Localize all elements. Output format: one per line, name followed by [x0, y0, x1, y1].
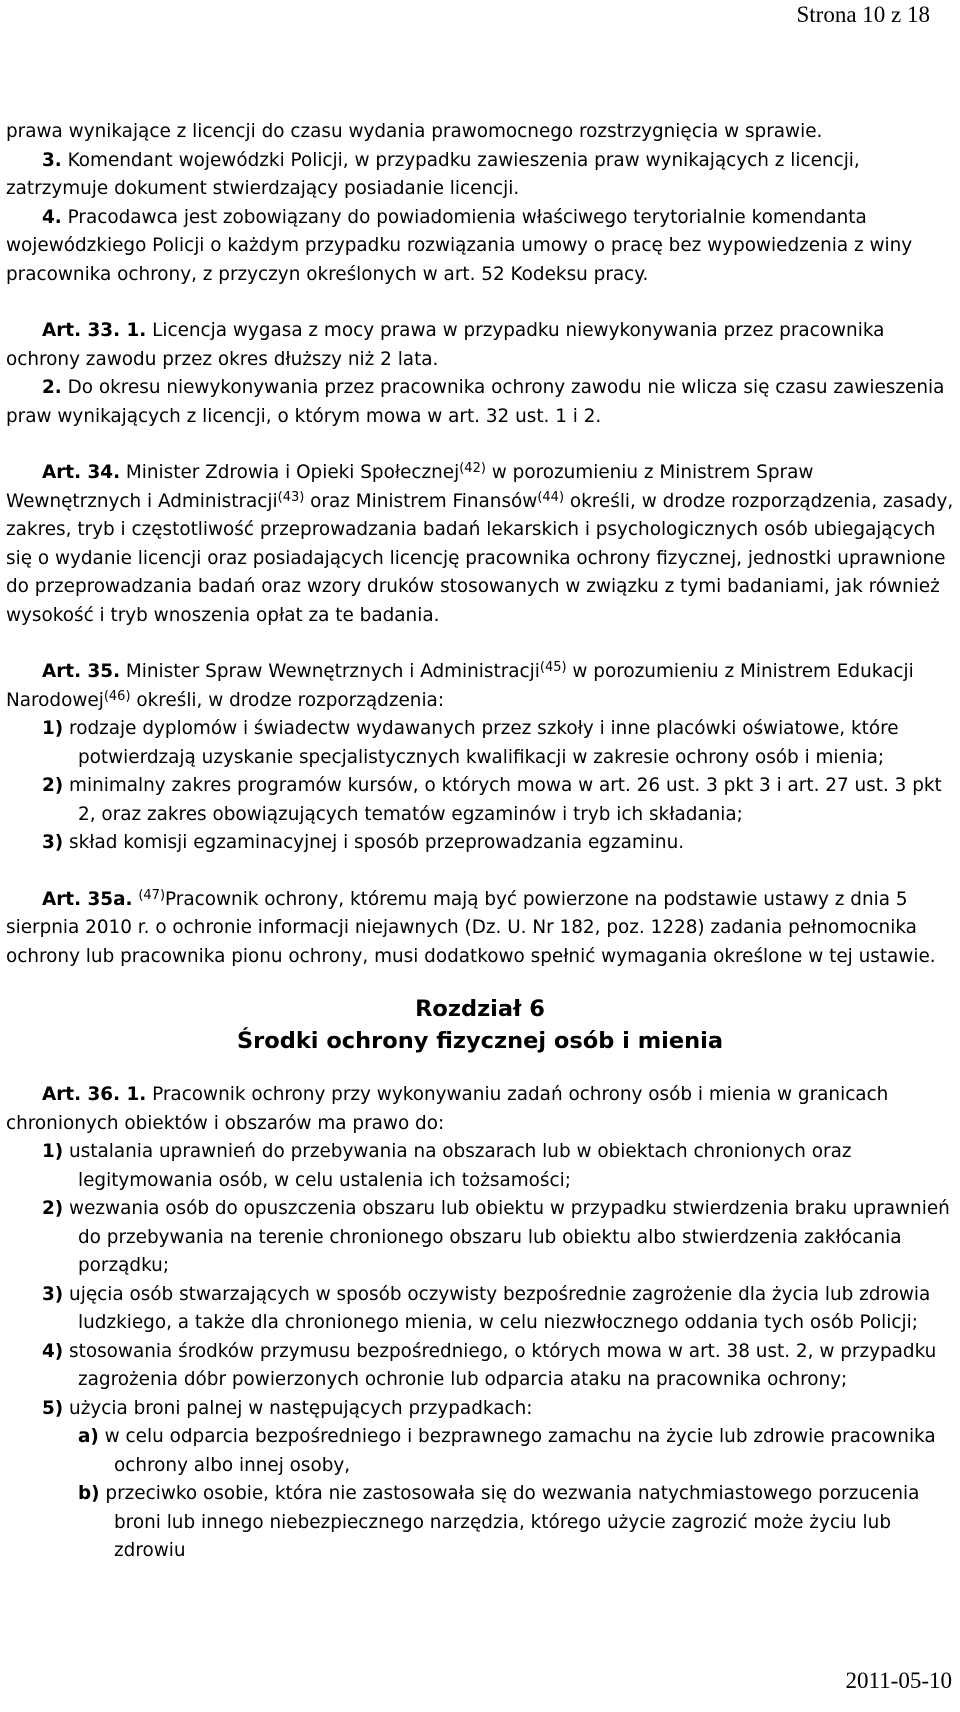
item-number: 2): [42, 1198, 64, 1219]
item-number: 3): [42, 1283, 64, 1305]
item-text: stosowania środków przymusu bezpośredniego, o których mowa w art. 38 ust. 2, w przypadku zagrożenia dóbr powierzonych ochronie lub odparcia ataku na pracownika ochrony;: [63, 1340, 937, 1390]
article-label: Art. 35.: [42, 661, 121, 682]
item-text: wezwania osób do opuszczenia obszaru lub obiektu w przypadku stwierdzenia braku uprawnień do przebywania na terenie chronionego obszaru lub obiektu albo stwierdzenia zakłócania porządku;: [63, 1198, 950, 1276]
footnote-ref: (47): [138, 887, 166, 903]
article-text: określi, w drodze rozporządzenia:: [130, 689, 445, 711]
item-text: przeciwko osobie, która nie zastosowała się do wezwania natychmiastowego porzucenia broni lub innego niebezpiecznego narzędzia, którego użycie zagrozić może życiu lub zdrowiu: [99, 1483, 920, 1561]
article-text: określi, w drodze rozporządzenia, zasady, zakres, tryb i częstotliwość przeprowadzania badań lekarskich i psychologicznych osób ubiegających się o wydanie licencji oraz posiadających licencję pracownika ochrony fizycznej, jednostki uprawnione do przeprowadzania badań oraz wzory druków stosowanych w związku z tymi badaniami, jak również wysokość i tryb wnoszenia opłat za te badania.: [6, 490, 954, 626]
article-33-paragraph-2: [6, 374, 954, 431]
point-number: 3.: [42, 149, 62, 171]
paragraph-4: [6, 204, 954, 290]
article-text: Pracownik ochrony przy wykonywaniu zadań ochrony osób i mienia w granicach chronionych obiektów i obszarów ma prawo do:: [6, 1084, 889, 1134]
item-text: ujęcia osób stwarzających w sposób oczywisty bezpośrednie zagrożenie dla życia lub zdrowia ludzkiego, a także dla chronionego mienia, w celu niezwłocznego oddania tych osób Policji;: [63, 1283, 931, 1333]
article-text: oraz Ministrem Finansów: [304, 490, 538, 512]
article-36: [6, 1081, 954, 1138]
list-item: [42, 1395, 954, 1424]
paragraph-text: Pracodawca jest zobowiązany do powiadomienia właściwego terytorialnie komendanta wojewódzkiego Policji o każdym przypadku rozwiązania umowy o pracę bez wypowiedzenia z winy pracownika ochrony, z przyczyn określonych w art. 52 Kodeksu pracy.: [6, 206, 913, 285]
article-text: Do okresu niewykonywania przez pracownika ochrony zawodu nie wlicza się czasu zawieszenia praw wynikających z licencji, o którym mowa w art. 32 ust. 1 i 2.: [6, 377, 945, 427]
sub-list-item: [78, 1423, 954, 1480]
point-number: 4.: [42, 206, 62, 228]
article-text: Minister Spraw Wewnętrznych i Administracji: [120, 661, 540, 682]
footer-date: 2011-05-10: [845, 1668, 952, 1693]
article-text: Licencja wygasa z mocy prawa w przypadku niewykonywania przez pracownika ochrony zawodu przez okres dłuższy niż 2 lata.: [6, 320, 885, 370]
footnote-ref: (43): [277, 489, 305, 505]
article-35: [6, 658, 954, 715]
paragraph: prawa wynikające z licencji do czasu wydania prawomocnego rozstrzygnięcia w sprawie.: [6, 121, 823, 142]
list-item: [42, 1281, 954, 1338]
article-text: w porozumieniu z Ministrem Edukacji Narodowej: [6, 661, 914, 711]
paragraph-3: [6, 147, 954, 204]
footnote-ref: (46): [103, 688, 131, 704]
item-number: 4): [42, 1340, 64, 1362]
item-number: 1): [42, 718, 64, 739]
footnote-ref: (42): [459, 461, 486, 476]
item-letter: a): [78, 1426, 99, 1447]
article-35a: [6, 886, 954, 972]
paragraph-text: Komendant wojewódzki Policji, w przypadku zawieszenia praw wynikających z licencji, zatrzymuje dokument stwierdzający posiadanie licencji.: [6, 149, 860, 199]
article-label: Art. 35a.: [42, 888, 133, 910]
item-text: użycia broni palnej w następujących przypadkach:: [63, 1397, 533, 1419]
point-number: 2.: [42, 377, 62, 398]
list-item: [42, 715, 954, 772]
item-number: 1): [42, 1141, 64, 1162]
list-item: [42, 1195, 954, 1281]
article-label: Art. 33. 1.: [42, 320, 147, 341]
item-letter: b): [78, 1483, 100, 1504]
item-text: w celu odparcia bezpośredniego i bezprawnego zamachu na życie lub zdrowie pracownika ochrony albo innej osoby,: [98, 1426, 936, 1476]
chapter-title: Rozdział 6: [415, 996, 545, 1022]
item-text: minimalny zakres programów kursów, o których mowa w art. 26 ust. 3 pkt 3 i art. 27 ust. 3 pkt 2, oraz zakres obowiązujących tematów egzaminów i tryb ich składania;: [63, 775, 942, 825]
list-item: [42, 829, 954, 858]
article-text: Pracownik ochrony, któremu mają być powierzone na podstawie ustawy z dnia 5 sierpnia 2010 r. o ochronie informacji niejawnych (Dz. U. Nr 182, poz. 1228) zadania pełnomocnika ochrony lub pracownika pionu ochrony, musi dodatkowo spełnić wymagania określone w tej ustawie.: [6, 888, 936, 967]
page-number: Strona 10 z 18: [796, 2, 930, 27]
document-body: [6, 118, 954, 1566]
list-item: [42, 772, 954, 829]
article-label: Art. 36. 1.: [42, 1084, 147, 1105]
article-text: w porozumieniu z Ministrem Spraw Wewnętrznych i Administracji: [6, 462, 814, 512]
article-33: [6, 317, 954, 374]
article-label: Art. 34.: [42, 462, 121, 483]
item-text: ustalania uprawnień do przebywania na obszarach lub w obiektach chronionych oraz legitymowania osób, w celu ustalenia ich tożsamości;: [63, 1141, 852, 1191]
chapter-heading: [6, 993, 954, 1057]
article-text: Minister Zdrowia i Opieki Społecznej: [120, 462, 460, 483]
list-item: [42, 1138, 954, 1195]
item-text: skład komisji egzaminacyjnej i sposób przeprowadzania egzaminu.: [63, 832, 685, 853]
chapter-subtitle: Środki ochrony fizycznej osób i mienia: [236, 1028, 724, 1054]
item-number: 5): [42, 1397, 64, 1419]
item-text: rodzaje dyplomów i świadectw wydawanych przez szkoły i inne placówki oświatowe, które potwierdzają uzyskanie specjalistycznych kwalifikacji w zakresie ochrony osób i mienia;: [63, 718, 899, 768]
sub-list-item: [78, 1480, 954, 1566]
list-item: [42, 1338, 954, 1395]
footnote-ref: (44): [537, 489, 565, 505]
item-number: 3): [42, 832, 64, 853]
article-34: [6, 459, 954, 630]
footnote-ref: (45): [539, 660, 567, 675]
item-number: 2): [42, 775, 64, 796]
